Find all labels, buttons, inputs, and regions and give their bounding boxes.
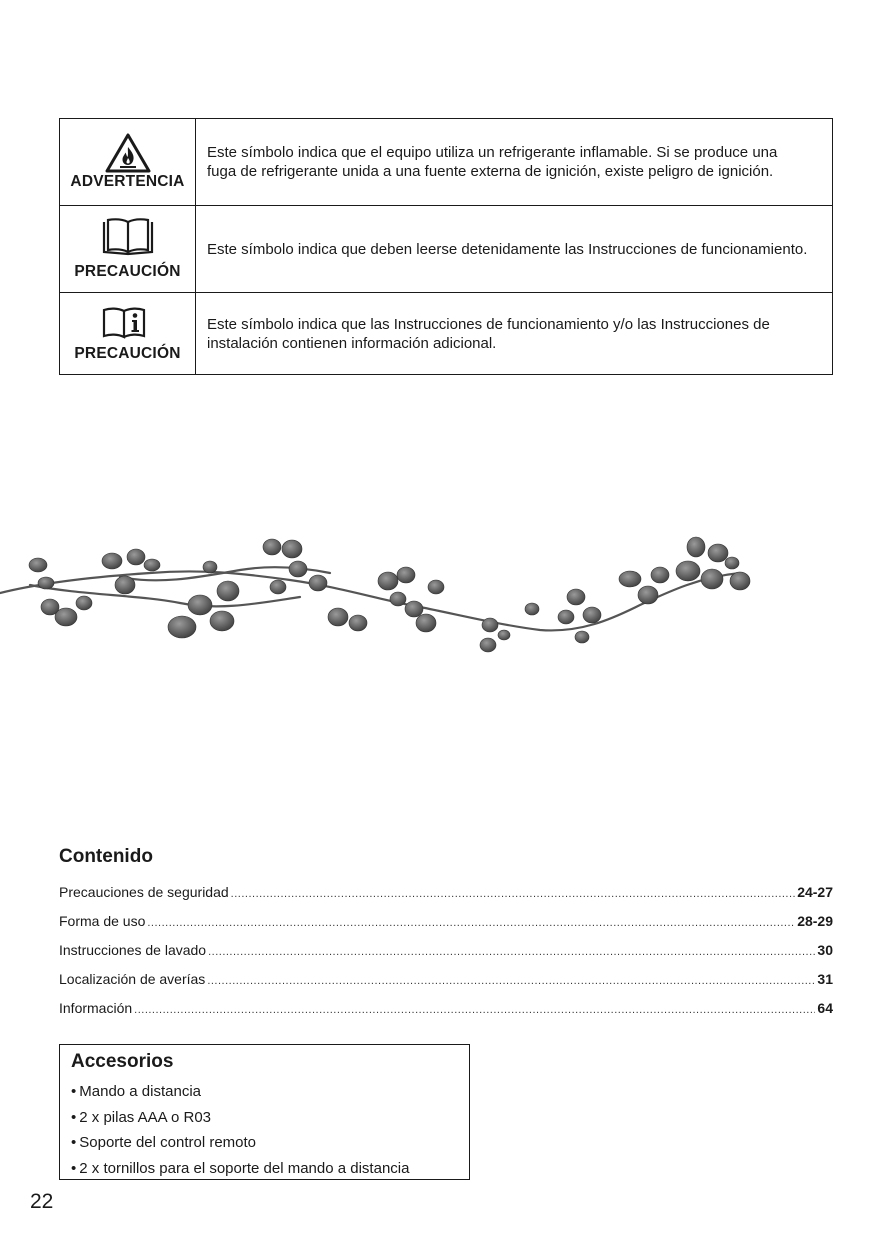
- bullet: •: [71, 1083, 77, 1100]
- flammable-warning-icon: [105, 133, 151, 173]
- accessory-item: [71, 1130, 458, 1156]
- toc-entry-label: Instrucciones de lavado: [59, 942, 207, 958]
- toc-entry-page: 64: [817, 1000, 833, 1016]
- toc-leader-dots: [134, 1004, 815, 1016]
- accessories-box: [59, 1044, 470, 1180]
- symbol-row: [60, 293, 833, 375]
- open-manual-icon: [101, 217, 155, 259]
- toc-entry[interactable]: [59, 1000, 833, 1029]
- symbol-description: Este símbolo indica que las Instrucciones de funcionamiento y/o las Instrucciones de instalación contienen información adicional.: [196, 293, 833, 375]
- accessory-item: [71, 1079, 458, 1105]
- toc-entry-page: 24-27: [797, 884, 833, 900]
- toc-leader-dots: [208, 946, 815, 958]
- toc-leader-dots: [207, 975, 815, 987]
- accessory-item: [71, 1156, 458, 1182]
- toc-entry-label: Precauciones de seguridad: [59, 884, 229, 900]
- symbol-description: Este símbolo indica que el equipo utiliza un refrigerante inflamable. Si se produce una fuga de refrigerante unida a una fuente externa de ignición, existe peligro de ignición.: [196, 119, 833, 206]
- table-of-contents: [59, 884, 833, 1029]
- symbol-row: [60, 206, 833, 293]
- toc-entry-label: Información: [59, 1000, 133, 1016]
- toc-entry[interactable]: [59, 913, 833, 942]
- contents-title: Contenido: [59, 846, 153, 867]
- accessories-title: Accesorios: [71, 1051, 174, 1072]
- symbol-cell: [60, 206, 196, 293]
- toc-entry-page: 28-29: [797, 913, 833, 929]
- toc-entry-page: 31: [817, 971, 833, 987]
- bullet: •: [71, 1134, 77, 1151]
- accessory-item-label: Soporte del control remoto: [79, 1134, 257, 1151]
- symbol-label: ADVERTENCIA: [70, 173, 185, 190]
- accessory-item-label: Mando a distancia: [79, 1083, 202, 1100]
- toc-entry[interactable]: [59, 942, 833, 971]
- leaf-garland-illustration: [0, 525, 875, 665]
- toc-leader-dots: [147, 917, 795, 929]
- manual-info-icon: [102, 305, 154, 339]
- toc-entry-page: 30: [817, 942, 833, 958]
- symbol-row: [60, 119, 833, 206]
- toc-entry[interactable]: [59, 884, 833, 913]
- symbol-cell: [60, 293, 196, 375]
- bullet: •: [71, 1159, 77, 1177]
- symbol-cell: [60, 119, 196, 206]
- bullet: •: [71, 1108, 77, 1126]
- toc-entry[interactable]: [59, 971, 833, 1000]
- toc-entry-label: Forma de uso: [59, 913, 146, 929]
- symbols-table: [59, 118, 833, 375]
- accessory-item: [71, 1105, 458, 1131]
- symbol-label: PRECAUCIÓN: [74, 263, 181, 280]
- accessory-item-label: 2 x tornillos para el soporte del mando a distancia: [79, 1159, 410, 1177]
- toc-leader-dots: [231, 888, 796, 900]
- accessory-item-label: 2 x pilas AAA o R03: [79, 1108, 212, 1126]
- symbol-description: Este símbolo indica que deben leerse detenidamente las Instrucciones de funcionamiento.: [196, 206, 833, 293]
- page-number: 22: [30, 1190, 54, 1213]
- symbol-label: PRECAUCIÓN: [74, 344, 181, 362]
- toc-entry-label: Localización de averías: [59, 971, 206, 987]
